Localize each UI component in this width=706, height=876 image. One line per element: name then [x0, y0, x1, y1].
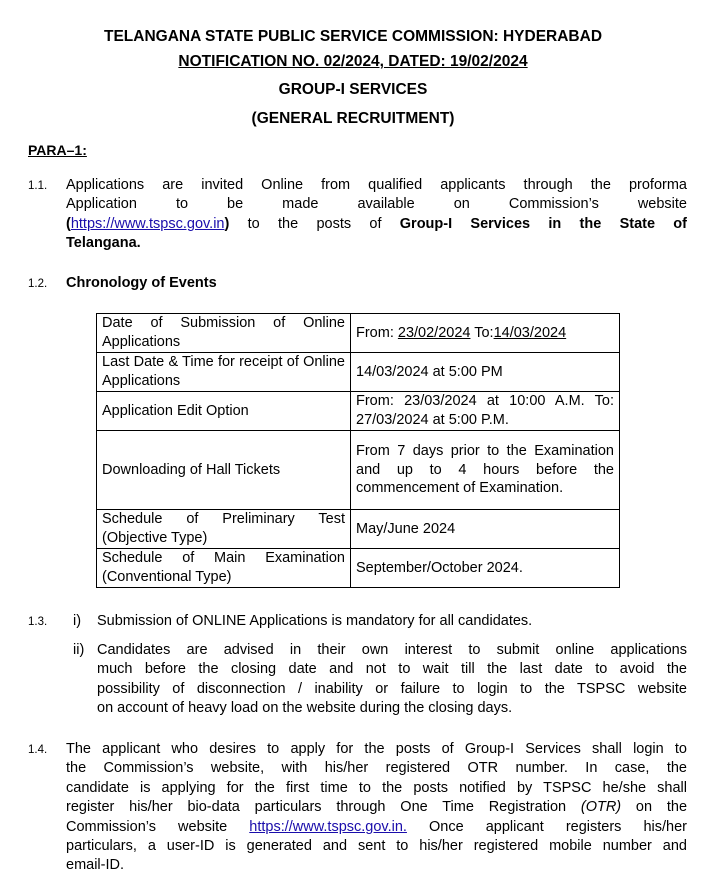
service-title: GROUP-I SERVICES [278, 81, 428, 98]
list-item: Submission of ONLINE Applications is mandatory for all candidates. [97, 613, 533, 629]
tspsc-website-link[interactable]: https://www.tspsc.gov.in. [249, 818, 407, 835]
chronology-heading: Chronology of Events [66, 275, 217, 291]
para-label: PARA–1: [28, 142, 87, 158]
list-marker: i) [73, 613, 82, 629]
tspsc-website-link[interactable]: https://www.tspsc.gov.in [70, 215, 225, 232]
table-row: Schedule of Preliminary Test (Objective Type) May/June 2024 [97, 510, 620, 549]
table-row: Application Edit Option From: 23/03/2024 at 10:00 A.M. To: 27/03/2024 at 5:00 P.M. [97, 392, 620, 431]
section-number: 1.3. [28, 616, 48, 628]
section-1-1-text: Applications are invited Online from qualified applicants through the proforma Application to be made available on Commission’s website (https://www.tspsc.gov.in) to the posts of Group-I Services in the State of Telangana. [66, 177, 687, 252]
table-row: Date of Submission of Online Applications From: 23/02/2024 To:14/03/2024 [97, 314, 620, 353]
list-marker: ii) [73, 642, 85, 658]
section-number: 1.2. [28, 278, 48, 290]
notification-number: NOTIFICATION NO. 02/2024, DATED: 19/02/2024 [178, 53, 528, 70]
section-number: 1.4. [28, 744, 48, 756]
table-row: Schedule of Main Examination (Conventional Type) September/October 2024. [97, 549, 620, 588]
section-number: 1.1. [28, 180, 48, 192]
list-item: Candidates are advised in their own interest to submit online applications much before the closing date and not to wait till the last date to avoid the possibility of disconnection / inability or failure to login to the TSPSC website on account of heavy load on the website during the closing days. [97, 642, 687, 717]
table-row: Last Date & Time for receipt of Online Applications 14/03/2024 at 5:00 PM [97, 353, 620, 392]
table-row: Downloading of Hall Tickets From 7 days prior to the Examination and up to 4 hours before the commencement of Examination. [97, 431, 620, 510]
recruitment-type: (GENERAL RECRUITMENT) [251, 110, 455, 127]
chronology-table [96, 313, 620, 588]
notification-header-commission: TELANGANA STATE PUBLIC SERVICE COMMISSION: HYDERABAD [103, 28, 603, 45]
section-1-4-text: The applicant who desires to apply for the posts of Group-I Services shall login to the Commission’s website, with his/her registered OTR number. In case, the candidate is applying for the first time to the posts notified by TSPSC he/she shall register his/her bio-data particulars through One Time Registration (OTR) on the Commission’s website https://www.tspsc.gov.in. Once applicant registers his/her particulars, a user-ID is generated and sent to his/her registered mobile number and email-ID. [66, 741, 688, 874]
